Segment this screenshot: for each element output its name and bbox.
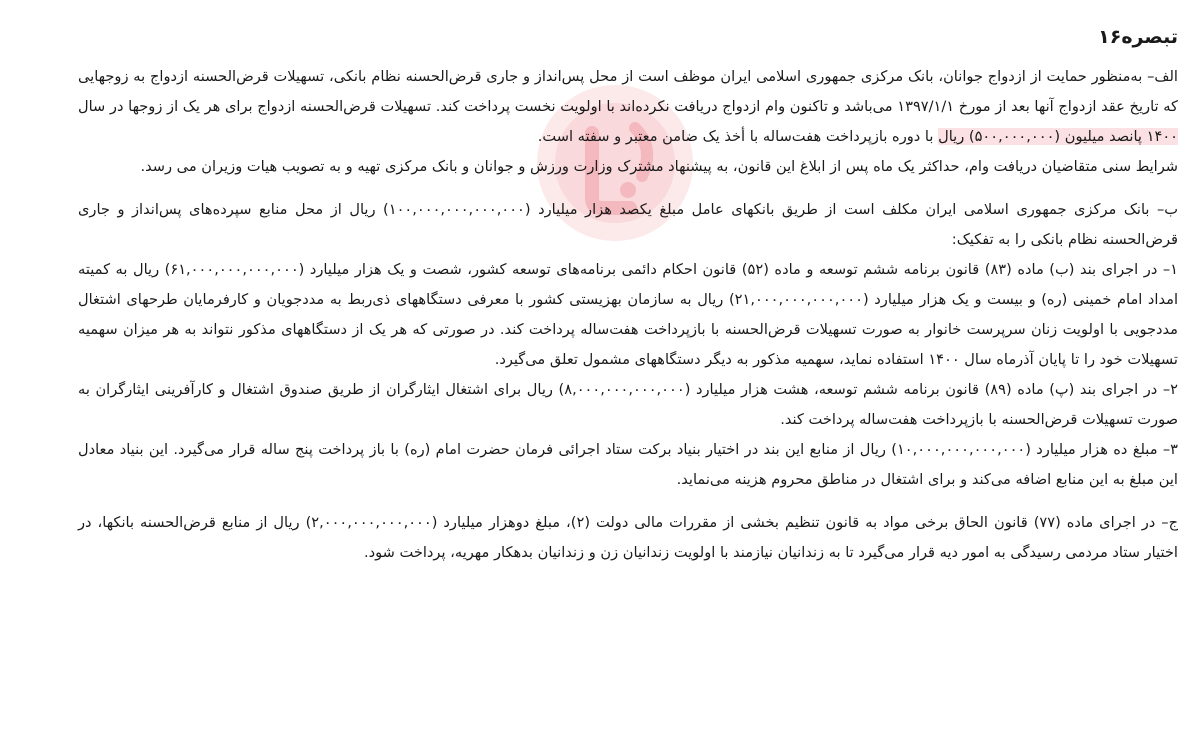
section-be-item-2: ۲– در اجرای بند (پ) ماده (۸۹) قانون برنامه ششم توسعه، هشت هزار میلیارد (۸,۰۰۰,۰۰۰,۰۰۰,۰۰۰) ریال برای اشتغال ایثارگران از طریق صندوق اشتغال و کارآفرینی ایثارگران به صورت تسهیلات قرض‌الحسنه با بازپرداخت هفت‌ساله پرداخت کند. bbox=[78, 381, 1178, 428]
section-alef-line-3: با دوره بازپرداخت هفت‌ساله با أخذ یک ضامن معتبر و سفته است. bbox=[537, 128, 939, 145]
section-be-item-1: ۱– در اجرای بند (ب) ماده (۸۳) قانون برنامه ششم توسعه و ماده (۵۲) قانون احکام دائمی برنامه‌های توسعه کشور، شصت و یک هزار میلیارد (۶۱,۰۰۰,۰۰۰,۰۰۰,۰۰۰) ریال به کمیته امداد امام خمینی (ره) و بیست و یک هزار میلیارد (۲۱,۰۰۰,۰۰۰,۰۰۰,۰۰۰) ریال به سازمان بهزیستی کشور با معرفی دستگاههای ذی‌ربط به مددجویان و کارفرمایان طرحهای اشتغال مددجویی با اولویت زنان سرپرست خانوار به صورت تسهیلات قرض‌الحسنه با بازپرداخت هفت‌ساله پرداخت کند. در صورتی که هر یک از دستگاههای مذکور نتواند به هر میزان سهمیه تسهیلات خود را تا پایان آذرماه سال ۱۴۰۰ استفاده نماید، سهمیه مذکور به دیگر دستگاههای مشمول تعلق می‌گیرد. bbox=[78, 261, 1179, 368]
paragraph-gap bbox=[78, 495, 1178, 508]
paragraph-gap bbox=[78, 182, 1178, 195]
section-alef-paragraph bbox=[78, 62, 1178, 152]
document-title: تبصره۱۶ bbox=[1098, 26, 1178, 48]
section-be-item-3: ۳– مبلغ ده هزار میلیارد (۱۰,۰۰۰,۰۰۰,۰۰۰,۰۰۰) ریال از منابع این بند در اختیار بنیاد برکت ستاد اجرائی فرمان حضرت امام (ره) با باز پرداخت پنج ساله قرار می‌گیرد. این بنیاد معادل این مبلغ به این منابع اضافه می‌کند و برای اشتغال در مناطق محروم هزینه می‌نماید. bbox=[78, 441, 1178, 488]
section-be-intro: ب– بانک مرکزی جمهوری اسلامی ایران مکلف است از طریق بانکهای عامل مبلغ یکصد هزار میلیارد (۱۰۰,۰۰۰,۰۰۰,۰۰۰,۰۰۰) ریال از محل منابع سپرده‌های پس‌انداز و جاری قرض‌الحسنه نظام بانکی را به تفکیک: bbox=[78, 201, 1178, 248]
section-jim-paragraph: ج– در اجرای ماده (۷۷) قانون الحاق برخی مواد به قانون تنظیم بخشی از مقررات مالی دولت (۲)، مبلغ دوهزار میلیارد (۲,۰۰۰,۰۰۰,۰۰۰,۰۰۰) ریال از منابع قرض‌الحسنه بانکها، در اختیار ستاد مردمی رسیدگی به امور دیه قرار می‌گیرد تا به زندانیان نیازمند با اولویت زندانیان زن و زندانیان بدهکار مهریه، پرداخت شود. bbox=[78, 514, 1179, 561]
section-alef-highlighted-amount: ۱۴۰۰ پانصد میلیون (۵۰۰,۰۰۰,۰۰۰) ریال bbox=[938, 128, 1178, 145]
section-alef-age-conditions: شرایط سنی متقاضیان دریافت وام، حداکثر یک ماه پس از ابلاغ این قانون، به پیشنهاد مشترک وزارت ورزش و جوانان و بانک مرکزی تهیه و به تصویب هیات وزیران می رسد. bbox=[140, 158, 1178, 175]
section-alef-line-1: الف– به‌منظور حمایت از ازدواج جوانان، بانک مرکزی جمهوری اسلامی ایران موظف است از محل پس‌انداز و جاری قرض‌الحسنه نظام بانکی، تسهیلات قرض‌الحسنه ازدواج به زوجهایی bbox=[78, 68, 1178, 85]
document-body bbox=[78, 18, 1178, 568]
section-alef-line-2: که تاریخ عقد ازدواج آنها بعد از مورخ ۱۳۹۷/۱/۱ می‌باشد و تاکنون وام ازدواج دریافت نکرده‌اند با اولویت نخست پرداخت کند. تسهیلات قرض‌الحسنه ازدواج برای هر یک از زوجها در سال bbox=[78, 98, 1178, 115]
